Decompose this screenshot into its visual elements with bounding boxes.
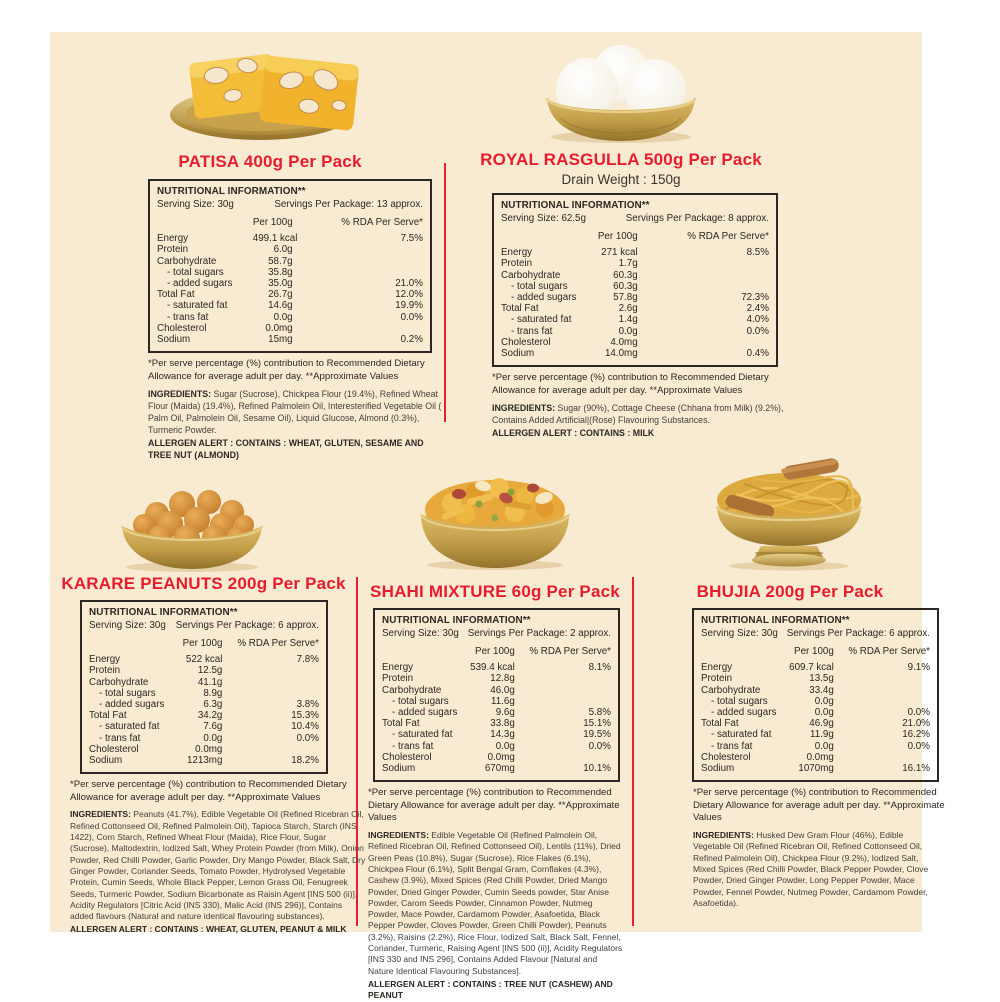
nutrition-cell-per100: 0.0mg (806, 751, 834, 763)
nutrition-cell-label: Carbohydrate (701, 684, 761, 696)
product-title: KARARE PEANUTS 200g Per Pack (61, 574, 346, 593)
footnote: *Per serve percentage (%) contribution to Recommended Dietary Allowance for average adult per day. **Approximate Values (368, 787, 620, 824)
nutrition-cell-per100: 271 kcal (601, 247, 638, 259)
nutrition-cell-label: Cholesterol (501, 336, 551, 348)
nutrition-cell-per100: 15mg (268, 334, 293, 346)
nutrition-cell-rda (638, 270, 769, 281)
nutrition-cell-label: Cholesterol (157, 322, 207, 334)
nutrition-cell-label: Protein (501, 258, 533, 270)
nutrition-cell-label: Energy (501, 247, 533, 259)
serving-row (157, 199, 423, 211)
nutrition-cell-rda: 0.0% (400, 311, 423, 323)
nutrition-row (701, 763, 930, 774)
ingredients-text: Sugar (Sucrose), Chickpea Flour (19.4%), Refined Wheat Flour (Maida) (19.4%), Refined Palmolein Oil, Interesterified Vegetable Oil ( Palm Oil, Palmolein Oil, Sesame Oil), Liquid Glucose, Almond (0.3%), Turmeric Powder. (148, 389, 442, 436)
nutrition-row (701, 707, 930, 718)
nutrition-cell-per100: 4.0mg (610, 336, 638, 348)
nutrition-cell-rda (293, 323, 423, 334)
section-rasgulla (445, 32, 922, 440)
nutrition-cell-per100: 13.5g (809, 673, 834, 685)
nutrition-cell-rda (222, 688, 319, 699)
nutrition-cell-rda: 0.0% (907, 707, 930, 719)
nutrition-cell-per100: 0.0g (814, 740, 834, 752)
ingredients (368, 830, 624, 977)
nutrition-cell-rda (293, 256, 423, 267)
col-rda: % RDA Per Serve* (237, 638, 319, 649)
nutrition-cell-label: Total Fat (157, 289, 195, 301)
nutrition-cell-rda: 19.9% (395, 300, 423, 312)
nutrition-rows (501, 247, 769, 359)
nutrition-cell-label: Total Fat (89, 710, 127, 722)
nutrition-row (701, 696, 930, 707)
nutrition-cell-per100: 0.0g (814, 707, 834, 719)
nutrition-row (701, 662, 930, 673)
nutrition-cell-label: Sodium (501, 348, 535, 360)
nutrition-cell-rda (222, 665, 319, 676)
nutrition-cell-per100: 33.4g (809, 684, 834, 696)
nutrition-row (382, 729, 611, 740)
section-patisa (50, 32, 445, 461)
nutrition-cell-per100: 0.0g (495, 740, 515, 752)
nutrition-cell-per100: 12.5g (197, 665, 223, 677)
nutrition-row (382, 707, 611, 718)
ingredients-text: Peanuts (41.7%), Edible Vegetable Oil (Refined Ricebran Oil, Refined Cottonseed Oil, Refined Palmolein Oil), Tapioca Starch, Starch (INS 1422), Corn Starch, Refined Wheat Flour (Maida), Rice Flour, Sugar (Sucrose), Maltodextrin, Iodized Salt, Whey Protein Powder (from Milk), Onion Powder, Red Chilli Powder, Garlic Powder, Dry Mango Powder, Black Salt, Dry Ginger Powder, Coriander Seeds, Tomato Powder, Hydrolysed Vegetable Protein, Cumin Seeds, Whole Black Pepper, Lemon Grass Oil, Fenugreek Seeds, Turmeric Powder, Sodium Bicarbonate as Raisin Agent [INS 500 (ii)], Acidity Regulators [Citric Acid (INS 330), Malic Acid (INS 296)], Contains added flavours (Natural and nature identical flavouring substances). (70, 809, 366, 922)
nutrition-heading: NUTRITIONAL INFORMATION** (382, 615, 531, 626)
nutrition-row (157, 334, 423, 345)
serving-row (382, 628, 611, 640)
bhujia-photo (697, 452, 882, 572)
nutrition-table (148, 179, 432, 353)
nutrition-cell-label: - added sugars (99, 699, 165, 711)
nutrition-cell-per100: 609.7 kcal (789, 662, 834, 674)
nutrition-cell-per100: 499.1 kcal (252, 233, 298, 245)
nutrition-row (701, 741, 930, 752)
nutrition-cell-rda: 15.1% (583, 718, 611, 730)
nutrition-cell-label: Sodium (157, 334, 191, 346)
nutrition-cell-rda: 0.4% (746, 348, 769, 360)
nutrition-row (501, 258, 769, 269)
nutrition-cell-label: - trans fat (392, 740, 434, 752)
nutrition-cell-label: - added sugars (167, 278, 233, 290)
nutrition-cell-rda (638, 337, 769, 348)
servings-per-package: Servings Per Package: 2 approx. (467, 628, 611, 639)
nutrition-cell-rda (638, 281, 769, 292)
nutrition-cell-per100: 9.6g (495, 707, 515, 719)
nutrition-cell-label: - added sugars (392, 707, 458, 719)
nutrition-cell-per100: 34.2g (197, 710, 223, 722)
product-title: ROYAL RASGULLA 500g Per Pack (480, 150, 762, 169)
nutrition-cell-rda: 2.4% (746, 303, 769, 315)
nutrition-cell-rda (834, 696, 930, 707)
nutrition-cell-label: - trans fat (99, 732, 141, 744)
servings-per-package: Servings Per Package: 13 approx. (274, 199, 423, 210)
nutrition-rows (157, 233, 423, 345)
nutrition-heading: NUTRITIONAL INFORMATION** (89, 607, 238, 618)
serving-row (501, 213, 769, 225)
karare-peanuts-photo (112, 464, 272, 574)
serving-size: Serving Size: 30g (382, 628, 459, 639)
nutrition-cell-per100: 539.4 kcal (470, 662, 515, 674)
nutrition-cell-label: Protein (701, 673, 733, 685)
nutrition-row (501, 303, 769, 314)
allergen-alert: ALLERGEN ALERT : CONTAINS : MILK (492, 428, 655, 439)
nutrition-row (501, 348, 769, 359)
nutrition-cell-label: Cholesterol (382, 751, 432, 763)
nutrition-cell-label: Total Fat (382, 718, 420, 730)
nutrition-cell-rda (834, 673, 930, 684)
ingredients-label: INGREDIENTS: (368, 830, 429, 841)
nutrition-table (692, 608, 939, 782)
nutrition-cell-rda (515, 673, 611, 684)
nutrition-heading: NUTRITIONAL INFORMATION** (157, 186, 306, 197)
nutrition-cell-per100: 0.0g (814, 695, 834, 707)
nutrition-cell-rda: 10.4% (291, 721, 319, 733)
serving-size: Serving Size: 30g (89, 620, 166, 631)
label-sheet (50, 32, 945, 1001)
nutrition-table (373, 608, 620, 782)
allergen-alert: ALLERGEN ALERT : CONTAINS : WHEAT, GLUTEN, SESAME AND TREE NUT (ALMOND) (148, 438, 424, 460)
column-headers (89, 638, 319, 649)
nutrition-row (501, 292, 769, 303)
product-title: SHAHI MIXTURE 60g Per Pack (370, 582, 620, 601)
nutrition-cell-rda (222, 677, 319, 688)
nutrition-row (501, 326, 769, 337)
nutrition-cell-per100: 1213mg (186, 755, 223, 767)
nutrition-cell-rda (293, 244, 423, 255)
nutrition-cell-per100: 60.3g (613, 280, 638, 292)
nutrition-row (157, 267, 423, 278)
nutrition-cell-label: - trans fat (711, 740, 753, 752)
nutrition-cell-rda: 0.0% (907, 740, 930, 752)
nutrition-cell-rda: 10.1% (583, 763, 611, 775)
nutrition-row (157, 289, 423, 300)
nutrition-row (382, 662, 611, 673)
nutrition-cell-per100: 35.0g (268, 278, 293, 290)
nutrition-cell-label: Energy (382, 662, 414, 674)
nutrition-cell-label: Sodium (382, 763, 416, 775)
nutrition-cell-per100: 0.0g (618, 325, 638, 337)
col-per100g: Per 100g (597, 231, 638, 242)
col-rda: % RDA Per Serve* (341, 217, 423, 228)
nutrition-cell-label: - saturated fat (511, 314, 572, 326)
nutrition-row (89, 733, 319, 744)
nutrition-cell-per100: 1.4g (618, 314, 638, 326)
nutrition-cell-label: - saturated fat (167, 300, 228, 312)
nutrition-row (701, 673, 930, 684)
section-shahi-mixture (357, 450, 633, 1002)
nutrition-cell-per100: 7.6g (203, 721, 223, 733)
nutrition-cell-label: Carbohydrate (382, 684, 442, 696)
ingredients-label: INGREDIENTS: (70, 809, 131, 820)
nutrition-cell-per100: 46.9g (809, 718, 834, 730)
serving-row (701, 628, 930, 640)
nutrition-cell-label: - total sugars (511, 280, 568, 292)
nutrition-cell-rda (293, 267, 423, 278)
nutrition-cell-rda: 19.5% (583, 729, 611, 741)
nutrition-cell-rda (515, 685, 611, 696)
ingredients (70, 809, 366, 922)
col-per100g: Per 100g (794, 646, 834, 657)
nutrition-row (501, 247, 769, 258)
column-headers (382, 646, 611, 657)
nutrition-cell-label: - saturated fat (99, 721, 160, 733)
nutrition-cell-per100: 14.3g (490, 729, 515, 741)
nutrition-row (157, 312, 423, 323)
nutrition-cell-rda: 18.2% (291, 755, 319, 767)
allergen-alert: ALLERGEN ALERT : CONTAINS : WHEAT, GLUTEN, PEANUT & MILK (70, 924, 347, 935)
nutrition-cell-rda: 0.0% (746, 325, 769, 337)
nutrition-cell-label: - total sugars (711, 695, 768, 707)
nutrition-cell-rda: 12.0% (395, 289, 423, 301)
servings-per-package: Servings Per Package: 6 approx. (175, 620, 319, 631)
nutrition-cell-rda: 4.0% (746, 314, 769, 326)
nutrition-cell-rda: 8.1% (588, 662, 611, 674)
rasgulla-photo (531, 38, 711, 144)
nutrition-row (382, 752, 611, 763)
nutrition-row (89, 688, 319, 699)
column-headers (501, 231, 769, 242)
nutrition-cell-label: Sodium (701, 763, 735, 775)
nutrition-cell-rda: 7.8% (296, 654, 319, 666)
nutrition-cell-rda: 0.0% (296, 732, 319, 744)
nutrition-cell-per100: 522 kcal (185, 654, 223, 666)
col-rda: % RDA Per Serve* (848, 646, 930, 657)
nutrition-rows (89, 654, 319, 766)
nutrition-cell-label: Energy (89, 654, 121, 666)
col-rda: % RDA Per Serve* (529, 646, 611, 657)
nutrition-row (701, 752, 930, 763)
nutrition-cell-per100: 0.0g (273, 311, 293, 323)
serving-size: Serving Size: 62.5g (501, 213, 586, 224)
section-bhujia (633, 450, 945, 911)
ingredients-label: INGREDIENTS: (492, 403, 556, 414)
nutrition-row (382, 696, 611, 707)
nutrition-row (382, 741, 611, 752)
nutrition-cell-label: Carbohydrate (501, 269, 561, 281)
ingredients (148, 388, 446, 436)
nutrition-cell-label: - total sugars (167, 266, 224, 278)
patisa-photo (162, 40, 367, 145)
nutrition-cell-label: - saturated fat (392, 729, 453, 741)
nutrition-cell-per100: 26.7g (268, 289, 293, 301)
nutrition-cell-rda (515, 752, 611, 763)
nutrition-cell-per100: 46.0g (490, 684, 515, 696)
nutrition-row (89, 699, 319, 710)
nutrition-cell-label: - trans fat (167, 311, 209, 323)
nutrition-cell-rda (638, 258, 769, 269)
nutrition-row (382, 718, 611, 729)
nutrition-cell-per100: 6.0g (273, 244, 293, 256)
nutrition-cell-label: Cholesterol (701, 751, 751, 763)
nutrition-cell-label: - added sugars (711, 707, 777, 719)
nutrition-cell-rda: 16.2% (902, 729, 930, 741)
nutrition-cell-label: - trans fat (511, 325, 553, 337)
nutrition-row (501, 337, 769, 348)
nutrition-cell-rda: 0.0% (588, 740, 611, 752)
nutrition-cell-per100: 14.0mg (604, 348, 638, 360)
nutrition-cell-per100: 11.9g (810, 729, 834, 741)
nutrition-cell-per100: 0.0mg (195, 743, 223, 755)
nutrition-cell-rda (834, 752, 930, 763)
servings-per-package: Servings Per Package: 8 approx. (625, 213, 769, 224)
nutrition-cell-label: Carbohydrate (89, 676, 149, 688)
col-rda: % RDA Per Serve* (687, 231, 769, 242)
nutrition-row (157, 300, 423, 311)
nutrition-cell-per100: 35.8g (268, 266, 293, 278)
nutrition-row (157, 256, 423, 267)
nutrition-row (157, 323, 423, 334)
nutrition-cell-label: Total Fat (501, 303, 539, 315)
nutrition-row (157, 233, 423, 244)
ingredients (492, 402, 788, 426)
shahi-mixture-photo (407, 458, 582, 572)
nutrition-cell-rda: 21.0% (902, 718, 930, 730)
nutrition-cell-rda: 3.8% (296, 699, 319, 711)
nutrition-cell-rda: 21.0% (395, 278, 423, 290)
nutrition-cell-rda: 8.5% (746, 247, 769, 259)
footnote: *Per serve percentage (%) contribution to Recommended Dietary Allowance for average adult per day. **Approximate Values (148, 358, 425, 382)
nutrition-cell-label: Sodium (89, 755, 123, 767)
nutrition-row (501, 281, 769, 292)
ingredients-label: INGREDIENTS: (148, 389, 212, 400)
nutrition-cell-rda (222, 744, 319, 755)
serving-size: Serving Size: 30g (157, 199, 234, 210)
nutrition-cell-label: - saturated fat (711, 729, 772, 741)
drain-weight: Drain Weight : 150g (561, 172, 681, 187)
nutrition-cell-rda: 72.3% (741, 292, 769, 304)
nutrition-cell-per100: 2.6g (618, 303, 638, 315)
nutrition-cell-rda: 16.1% (902, 763, 930, 775)
nutrition-cell-per100: 57.8g (613, 292, 638, 304)
serving-size: Serving Size: 30g (701, 628, 778, 639)
servings-per-package: Servings Per Package: 6 approx. (786, 628, 930, 639)
nutrition-cell-per100: 6.3g (203, 699, 223, 711)
nutrition-cell-rda (515, 696, 611, 707)
product-title: PATISA 400g Per Pack (178, 152, 362, 171)
nutrition-cell-label: - total sugars (392, 695, 449, 707)
ingredients-text: Edible Vegetable Oil (Refined Palmolein Oil, Refined Ricebran Oil, Refined Cottonseed Oil), Lentils (11%), Dried Green Peas (10.8%), Sugar (Sucrose), Rice Flakes (6.1%), Chickpea Flour (6.1%), Split Bengal Gram, Cornflakes (4.3%), Cashew (3.9%), Mixed Spices (Red Chilli Powder, Dried Mango Powder, Dried Ginger Powder, Cumin Seeds powder, Star Anise Powder, Carom Seeds Powder, Cinnamon Powder, Nutmeg Powder, Mace Powder, Cardamom Powder, Asafoetida, Black Pepper Powder, Cloves Powder, Green Chilli Powder), Peanuts (3.2%), Raisins (2.2%), Rice Flour, Iodized Salt, Black Salt, Fennel, Coriander, Turmeric, Raising Agent [INS 500 (ii)], Acidity Regulators [INS 330 and INS 296], Contains Added Flavour [Natural and Nature Identical Flavouring Substances]. (368, 830, 623, 976)
nutrition-cell-label: Energy (701, 662, 733, 674)
nutrition-cell-per100: 8.9g (203, 687, 223, 699)
nutrition-row (89, 677, 319, 688)
nutrition-row (701, 718, 930, 729)
nutrition-row (382, 673, 611, 684)
nutrition-row (89, 721, 319, 732)
nutrition-row (89, 744, 319, 755)
nutrition-cell-label: Protein (89, 665, 121, 677)
ingredients-label: INGREDIENTS: (693, 830, 754, 841)
nutrition-heading: NUTRITIONAL INFORMATION** (701, 615, 850, 626)
nutrition-cell-rda: 0.2% (400, 334, 423, 346)
nutrition-cell-label: - total sugars (99, 687, 156, 699)
nutrition-cell-per100: 41.1g (197, 676, 223, 688)
nutrition-row (501, 270, 769, 281)
nutrition-cell-per100: 11.6g (491, 695, 515, 707)
nutrition-table (492, 193, 778, 367)
nutrition-row (701, 729, 930, 740)
nutrition-cell-label: Protein (382, 673, 414, 685)
nutrition-row (501, 314, 769, 325)
nutrition-cell-label: Energy (157, 233, 189, 245)
nutrition-cell-rda: 7.5% (400, 233, 423, 245)
footnote: *Per serve percentage (%) contribution to Recommended Dietary Allowance for average adult per day. **Approximate Values (70, 779, 347, 803)
nutrition-cell-label: Carbohydrate (157, 255, 217, 267)
col-per100g: Per 100g (252, 217, 293, 228)
nutrition-cell-per100: 1070mg (798, 763, 834, 775)
ingredients-text: Husked Dew Gram Flour (46%), Edible Vegetable Oil (Refined Ricebran Oil, Refined Cottonseed Oil, Refined Palmolein Oil), Chickpea Flour (9.2%), Iodized Salt, Mixed Spices (Red Chilli Powder, Black Pepper Powder, Clove Powder, Dried Ginger Powder, Long Pepper Powder, Mace Powder, Fennel Powder, Nutmeg Powder, Cardamom Powder, Asafoetida). (693, 830, 929, 908)
nutrition-cell-per100: 14.6g (268, 300, 293, 312)
nutrition-cell-rda: 9.1% (907, 662, 930, 674)
nutrition-rows (701, 662, 930, 774)
nutrition-cell-per100: 1.7g (618, 258, 638, 270)
nutrition-rows (382, 662, 611, 774)
column-headers (701, 646, 930, 657)
nutrition-cell-label: Protein (157, 244, 189, 256)
nutrition-row (157, 244, 423, 255)
ingredients-text: Sugar (90%), Cottage Cheese (Chhana from Milk) (9.2%), Contains Added Artificial|(Rose) Flavouring Substances. (492, 403, 784, 426)
section-karare-peanuts (50, 450, 366, 936)
nutrition-cell-per100: 0.0mg (487, 751, 515, 763)
footnote: *Per serve percentage (%) contribution to Recommended Dietary Allowance for average adult per day. **Approximate Values (693, 787, 945, 824)
nutrition-row (89, 665, 319, 676)
nutrition-cell-per100: 0.0g (203, 732, 223, 744)
nutrition-row (382, 685, 611, 696)
nutrition-cell-label: Cholesterol (89, 743, 139, 755)
nutrition-cell-rda: 5.8% (588, 707, 611, 719)
nutrition-cell-rda: 15.3% (291, 710, 319, 722)
nutrition-cell-per100: 58.7g (268, 255, 293, 267)
nutrition-cell-label: Total Fat (701, 718, 739, 730)
allergen-alert: ALLERGEN ALERT : CONTAINS : TREE NUT (CASHEW) AND PEANUT (368, 978, 613, 1001)
col-per100g: Per 100g (475, 646, 515, 657)
nutrition-cell-per100: 12.8g (490, 673, 515, 685)
column-headers (157, 217, 423, 228)
nutrition-cell-per100: 670mg (484, 763, 515, 775)
nutrition-row (701, 685, 930, 696)
nutrition-cell-per100: 0.0mg (265, 322, 293, 334)
ingredients (693, 830, 943, 909)
nutrition-row (89, 654, 319, 665)
nutrition-cell-per100: 33.8g (490, 718, 515, 730)
footnote: *Per serve percentage (%) contribution to Recommended Dietary Allowance for average adult per day. **Approximate Values (492, 372, 769, 396)
nutrition-row (89, 710, 319, 721)
nutrition-row (382, 763, 611, 774)
col-per100g: Per 100g (182, 638, 223, 649)
nutrition-cell-rda (834, 685, 930, 696)
nutrition-cell-per100: 60.3g (613, 269, 638, 281)
nutrition-heading: NUTRITIONAL INFORMATION** (501, 200, 650, 211)
nutrition-row (157, 278, 423, 289)
nutrition-row (89, 755, 319, 766)
nutrition-table (80, 600, 328, 774)
nutrition-cell-label: - added sugars (511, 292, 577, 304)
serving-row (89, 620, 319, 632)
product-title: BHUJIA 200g Per Pack (696, 582, 884, 601)
